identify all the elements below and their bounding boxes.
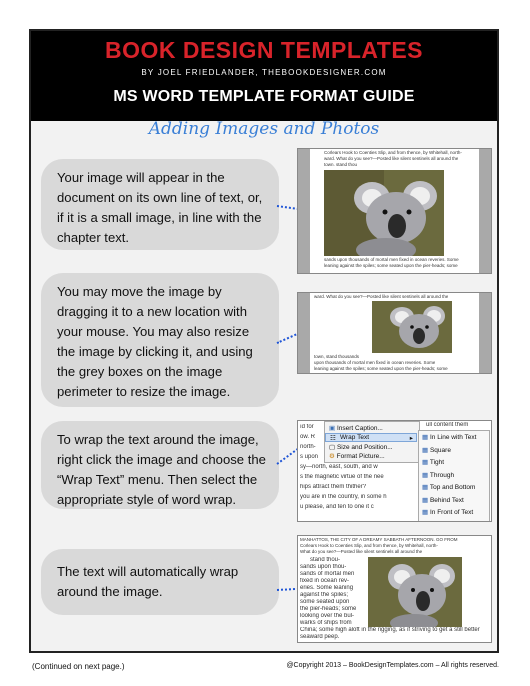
thumb2-line-2: town, stand thousands	[314, 354, 360, 359]
thumb1-line-5: leaning against the spiles; some seated upon the pier-heads; some	[324, 263, 458, 268]
brand-title: BOOK DESIGN TEMPLATES	[104, 37, 424, 63]
thumb4-left-5: eries. Some leaning	[300, 585, 354, 591]
context-menu-item-insert-caption[interactable]	[329, 424, 383, 432]
submenu-square[interactable]	[422, 446, 451, 454]
thumb4-left-1: stand thou-	[310, 557, 341, 563]
thumbnail-inline-image	[297, 148, 492, 274]
thumbnail-moved-image	[297, 292, 492, 374]
wrap-style-icon: ▦	[422, 459, 429, 466]
menu-item-label: Wrap Text	[340, 434, 370, 441]
page-header	[31, 31, 497, 121]
thumb2-line-1: ward. What do you see?—Posted like silent sentinels all around the	[314, 294, 449, 299]
thumb4-left-4: fixed in ocean rev-	[300, 578, 350, 584]
footer-copyright: @Copyright 2013 – BookDesignTemplates.com – All rights reserved.	[286, 662, 499, 669]
submenu-label: Square	[429, 447, 451, 454]
footer-continued: (Continued on next page.)	[32, 662, 125, 671]
submenu-behind-text[interactable]	[422, 496, 464, 504]
submenu-arrow-icon: ▸	[409, 435, 413, 442]
thumb3-left-8: you are in the country, in some h	[300, 494, 387, 500]
step-2-text: You may move the image by dragging it to a new location with your mouse. You may also resize the image by clicking it, and using the grey boxes on the image perimeter to resize the image.	[57, 284, 253, 399]
koala-photo	[324, 170, 444, 256]
thumbnail-wrap-menu	[297, 420, 492, 522]
wrap-style-icon: ▦	[422, 509, 429, 516]
page-gutter-left	[298, 149, 310, 273]
thumb3-header-right: ull content them	[426, 422, 469, 428]
thumb3-left-9: u please, and ten to one it c	[300, 504, 374, 510]
page-gutter-right	[479, 149, 491, 273]
thumb2-line-3: upon thousands of mortal men fixed in ocean reveries. Some	[314, 360, 436, 365]
thumb4-left-3: sands of mortal men	[300, 571, 355, 577]
thumb4-top-3: What do you see?—Posted like silent sentinels all around the	[300, 549, 423, 554]
page-gutter-right	[479, 293, 491, 373]
wrap-style-icon: ▦	[422, 484, 429, 491]
submenu-label: Tight	[429, 459, 445, 466]
step-4-text: The text will automatically wrap around the image.	[57, 564, 239, 599]
thumb4-left-6: against the spiles;	[300, 592, 349, 598]
step-2-callout	[41, 273, 279, 407]
guide-page	[29, 29, 499, 653]
guide-title: MS WORD TEMPLATE FORMAT GUIDE	[113, 88, 415, 105]
thumbnail-wrapped-image	[297, 535, 492, 643]
caption-icon: ▣	[329, 425, 336, 432]
thumb3-left-5: sy—north, east, south, and w	[300, 464, 378, 470]
thumb3-left-2: ow. R	[300, 434, 316, 440]
wrap-style-icon: ▦	[422, 472, 429, 479]
submenu-through[interactable]	[422, 471, 454, 479]
submenu-label: Behind Text	[429, 497, 464, 504]
thumb4-left-7: some seated upon	[300, 599, 350, 605]
menu-item-label: Insert Caption...	[336, 425, 383, 432]
thumb4-left-9: looking over the bul-	[300, 613, 355, 619]
thumb1-line-3: town. stand thou	[324, 162, 358, 167]
step-1-callout	[41, 159, 279, 250]
size-icon: ▢	[329, 444, 336, 451]
thumb3-left-7: hips attract them thither?	[300, 484, 367, 490]
thumb4-left-2: sands upon thou-	[300, 564, 347, 570]
thumb3-left-3: north-	[300, 444, 316, 450]
menu-item-label: Format Picture...	[336, 453, 385, 460]
thumb3-left-1: ıd for	[300, 424, 314, 430]
thumb4-top-1: MANHATTOS, THE CITY OF A DREAMY SABBATH AFTERNOON. GO FROM	[300, 537, 458, 542]
thumb4-left-10: warks of ships from	[300, 620, 352, 626]
wrap-style-icon: ▦	[422, 447, 429, 454]
thumb4-top-2: Corlears Hook to Coenties Slip, and from thence, by Whitehall, north-	[300, 543, 438, 548]
step-3-text: To wrap the text around the image, right click the image and choose the “Wrap Text” menu. Then select the appropriate style of word wrap.	[57, 432, 266, 507]
wrap-icon: ☷	[330, 435, 336, 442]
context-menu-item-size-position[interactable]	[329, 443, 393, 451]
thumb1-line-1: Corlears Hook to Coenties Slip, and from thence, by Whitehall, north-	[324, 150, 462, 155]
thumb2-line-4: leaning against the spiles; some seated upon the pier-heads; some	[314, 366, 448, 371]
thumb3-left-6: s the magnetic virtue of the nee	[300, 474, 384, 480]
context-menu-item-format-picture[interactable]	[329, 452, 385, 460]
submenu-tight[interactable]	[422, 458, 444, 466]
step-4-callout	[41, 549, 279, 615]
byline: BY JOEL FRIEDLANDER, THEBOOKDESIGNER.COM	[141, 68, 387, 77]
thumb4-left-11: China; some high aloft in the rigging, as if striving to get a still better	[300, 627, 480, 633]
page-gutter-left	[298, 293, 310, 373]
wrap-style-icon: ▦	[422, 434, 429, 441]
submenu-label: Through	[429, 472, 455, 479]
thumb1-line-4: sands upon thousands of mortal men fixed in ocean reveries. Some	[324, 257, 459, 262]
thumb4-left-8: the pier-heads; some	[300, 606, 357, 612]
thumb1-line-2: ward. What do you see?—Posted like silent sentinels all around the	[324, 156, 459, 161]
step-1-text: Your image will appear in the document on its own line of text, or, if it is a small image, in line with the chapter text.	[57, 170, 263, 245]
koala-photo	[372, 301, 452, 353]
menu-item-label: Size and Position...	[336, 444, 393, 451]
section-subtitle: Adding Images and Photos	[148, 119, 380, 139]
format-icon: ⚙	[329, 453, 335, 460]
step-3-callout	[41, 421, 279, 509]
context-menu	[324, 421, 420, 463]
submenu-label: In Line with Text	[429, 434, 477, 441]
thumb3-left-4: s upon	[300, 454, 319, 460]
koala-photo	[368, 557, 462, 627]
submenu-in-line[interactable]	[422, 433, 476, 441]
context-menu-item-wrap-text[interactable]	[325, 433, 417, 442]
thumb4-bottom-1: seaward peep.	[300, 634, 340, 640]
wrap-style-icon: ▦	[422, 497, 429, 504]
submenu-in-front[interactable]	[422, 508, 473, 516]
submenu-label: In Front of Text	[429, 509, 474, 516]
wrap-text-submenu	[418, 430, 490, 522]
submenu-label: Top and Bottom	[429, 484, 476, 491]
submenu-top-bottom[interactable]	[422, 483, 475, 491]
